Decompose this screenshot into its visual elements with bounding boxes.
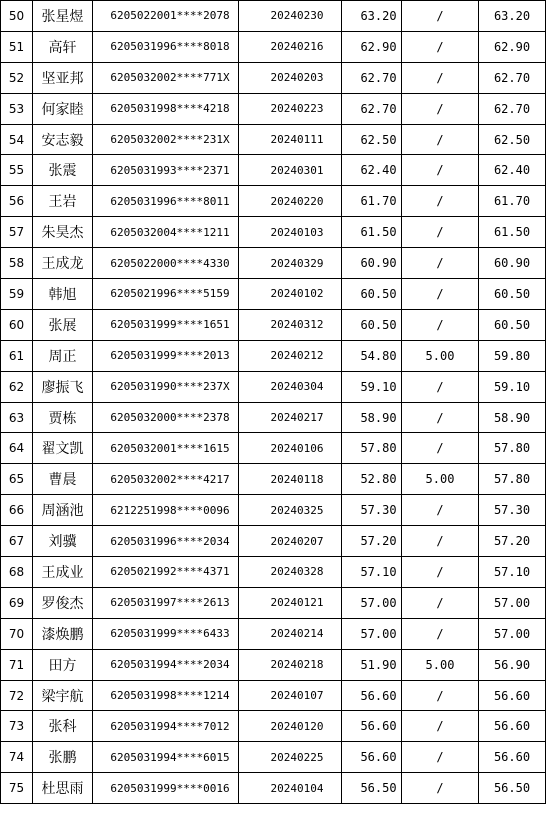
rank-cell: 72: [1, 680, 33, 711]
bonus-cell: /: [402, 433, 479, 464]
id-number-cell: 6205031996****8011: [93, 186, 239, 217]
bonus-cell: /: [402, 62, 479, 93]
id-number-cell: 6205031996****2034: [93, 526, 239, 557]
id-number-cell: 6205031996****8018: [93, 31, 239, 62]
total-cell: 56.60: [479, 680, 546, 711]
id-number-cell: 6205031990****237X: [93, 371, 239, 402]
score-cell: 57.10: [342, 557, 402, 588]
score-cell: 60.90: [342, 248, 402, 279]
id-number-cell: 6205031999****0016: [93, 773, 239, 804]
name-cell: 安志毅: [33, 124, 93, 155]
id-number-cell: 6205032002****771X: [93, 62, 239, 93]
score-cell: 60.50: [342, 309, 402, 340]
bonus-cell: /: [402, 495, 479, 526]
name-cell: 罗俊杰: [33, 587, 93, 618]
table-row: [1, 680, 546, 711]
rank-cell: 68: [1, 557, 33, 588]
id-number-cell: 6205031999****2013: [93, 340, 239, 371]
table-row: [1, 557, 546, 588]
name-cell: 漆焕鹏: [33, 618, 93, 649]
id-number-cell: 6212251998****0096: [93, 495, 239, 526]
exam-number-cell: 20240212: [239, 340, 342, 371]
id-number-cell: 6205031994****7012: [93, 711, 239, 742]
rank-cell: 54: [1, 124, 33, 155]
total-cell: 58.90: [479, 402, 546, 433]
bonus-cell: /: [402, 155, 479, 186]
total-cell: 60.50: [479, 309, 546, 340]
bonus-cell: 5.00: [402, 340, 479, 371]
rank-cell: 67: [1, 526, 33, 557]
id-number-cell: 6205031997****2613: [93, 587, 239, 618]
score-cell: 63.20: [342, 1, 402, 32]
bonus-cell: 5.00: [402, 649, 479, 680]
table-row: [1, 433, 546, 464]
score-cell: 56.60: [342, 711, 402, 742]
bonus-cell: /: [402, 618, 479, 649]
rank-cell: 57: [1, 217, 33, 248]
rank-cell: 64: [1, 433, 33, 464]
exam-number-cell: 20240214: [239, 618, 342, 649]
table-row: [1, 62, 546, 93]
table-row: [1, 309, 546, 340]
total-cell: 57.20: [479, 526, 546, 557]
exam-number-cell: 20240220: [239, 186, 342, 217]
bonus-cell: /: [402, 711, 479, 742]
total-cell: 62.50: [479, 124, 546, 155]
exam-number-cell: 20240328: [239, 557, 342, 588]
bonus-cell: /: [402, 371, 479, 402]
total-cell: 57.80: [479, 433, 546, 464]
id-number-cell: 6205031994****2034: [93, 649, 239, 680]
score-cell: 58.90: [342, 402, 402, 433]
name-cell: 张星煜: [33, 1, 93, 32]
name-cell: 王成业: [33, 557, 93, 588]
bonus-cell: /: [402, 773, 479, 804]
rank-cell: 60: [1, 309, 33, 340]
id-number-cell: 6205031999****1651: [93, 309, 239, 340]
table-row: [1, 618, 546, 649]
bonus-cell: /: [402, 742, 479, 773]
id-number-cell: 6205032001****1615: [93, 433, 239, 464]
id-number-cell: 6205031993****2371: [93, 155, 239, 186]
exam-number-cell: 20240103: [239, 217, 342, 248]
exam-number-cell: 20240118: [239, 464, 342, 495]
id-number-cell: 6205031998****1214: [93, 680, 239, 711]
name-cell: 张科: [33, 711, 93, 742]
score-cell: 60.50: [342, 279, 402, 310]
rank-cell: 63: [1, 402, 33, 433]
rank-cell: 52: [1, 62, 33, 93]
exam-number-cell: 20240312: [239, 309, 342, 340]
exam-number-cell: 20240218: [239, 649, 342, 680]
table-row: [1, 402, 546, 433]
table-row: [1, 186, 546, 217]
total-cell: 57.10: [479, 557, 546, 588]
name-cell: 王岩: [33, 186, 93, 217]
table-row: [1, 649, 546, 680]
exam-number-cell: 20240104: [239, 773, 342, 804]
score-cell: 57.20: [342, 526, 402, 557]
name-cell: 贾栋: [33, 402, 93, 433]
id-number-cell: 6205021996****5159: [93, 279, 239, 310]
name-cell: 田方: [33, 649, 93, 680]
exam-number-cell: 20240216: [239, 31, 342, 62]
rank-cell: 70: [1, 618, 33, 649]
exam-number-cell: 20240230: [239, 1, 342, 32]
name-cell: 张展: [33, 309, 93, 340]
total-cell: 62.90: [479, 31, 546, 62]
exam-number-cell: 20240207: [239, 526, 342, 557]
bonus-cell: /: [402, 279, 479, 310]
total-cell: 56.90: [479, 649, 546, 680]
exam-number-cell: 20240203: [239, 62, 342, 93]
exam-number-cell: 20240329: [239, 248, 342, 279]
id-number-cell: 6205032000****2378: [93, 402, 239, 433]
id-number-cell: 6205032002****231X: [93, 124, 239, 155]
total-cell: 56.60: [479, 742, 546, 773]
total-cell: 57.80: [479, 464, 546, 495]
total-cell: 62.70: [479, 93, 546, 124]
score-cell: 51.90: [342, 649, 402, 680]
name-cell: 翟文凯: [33, 433, 93, 464]
bonus-cell: /: [402, 557, 479, 588]
bonus-cell: /: [402, 526, 479, 557]
score-cell: 62.50: [342, 124, 402, 155]
id-number-cell: 6205031998****4218: [93, 93, 239, 124]
name-cell: 韩旭: [33, 279, 93, 310]
table-row: [1, 340, 546, 371]
score-cell: 57.80: [342, 433, 402, 464]
name-cell: 廖振飞: [33, 371, 93, 402]
score-cell: 57.30: [342, 495, 402, 526]
exam-number-cell: 20240107: [239, 680, 342, 711]
exam-number-cell: 20240325: [239, 495, 342, 526]
id-number-cell: 6205031999****6433: [93, 618, 239, 649]
bonus-cell: /: [402, 402, 479, 433]
bonus-cell: /: [402, 124, 479, 155]
rank-cell: 58: [1, 248, 33, 279]
name-cell: 梁宇航: [33, 680, 93, 711]
name-cell: 何家睦: [33, 93, 93, 124]
table-row: [1, 464, 546, 495]
total-cell: 57.30: [479, 495, 546, 526]
total-cell: 62.40: [479, 155, 546, 186]
exam-number-cell: 20240106: [239, 433, 342, 464]
table-row: [1, 526, 546, 557]
score-cell: 62.40: [342, 155, 402, 186]
score-cell: 61.70: [342, 186, 402, 217]
name-cell: 刘骥: [33, 526, 93, 557]
table-row: [1, 155, 546, 186]
total-cell: 59.80: [479, 340, 546, 371]
rank-cell: 53: [1, 93, 33, 124]
rank-cell: 50: [1, 1, 33, 32]
table-row: [1, 371, 546, 402]
bonus-cell: /: [402, 31, 479, 62]
table-row: [1, 1, 546, 32]
total-cell: 57.00: [479, 618, 546, 649]
rank-cell: 51: [1, 31, 33, 62]
bonus-cell: /: [402, 309, 479, 340]
name-cell: 张震: [33, 155, 93, 186]
score-cell: 62.90: [342, 31, 402, 62]
total-cell: 61.50: [479, 217, 546, 248]
total-cell: 59.10: [479, 371, 546, 402]
bonus-cell: /: [402, 217, 479, 248]
id-number-cell: 6205021992****4371: [93, 557, 239, 588]
id-number-cell: 6205031994****6015: [93, 742, 239, 773]
results-table-body: [1, 1, 546, 804]
total-cell: 57.00: [479, 587, 546, 618]
rank-cell: 56: [1, 186, 33, 217]
bonus-cell: /: [402, 186, 479, 217]
name-cell: 周正: [33, 340, 93, 371]
bonus-cell: /: [402, 248, 479, 279]
table-row: [1, 773, 546, 804]
table-row: [1, 217, 546, 248]
bonus-cell: /: [402, 680, 479, 711]
id-number-cell: 6205022001****2078: [93, 1, 239, 32]
total-cell: 60.50: [479, 279, 546, 310]
score-cell: 57.00: [342, 618, 402, 649]
table-row: [1, 279, 546, 310]
total-cell: 60.90: [479, 248, 546, 279]
score-cell: 56.60: [342, 680, 402, 711]
rank-cell: 75: [1, 773, 33, 804]
exam-number-cell: 20240304: [239, 371, 342, 402]
rank-cell: 73: [1, 711, 33, 742]
total-cell: 61.70: [479, 186, 546, 217]
exam-number-cell: 20240111: [239, 124, 342, 155]
table-row: [1, 124, 546, 155]
total-cell: 63.20: [479, 1, 546, 32]
exam-number-cell: 20240217: [239, 402, 342, 433]
score-cell: 54.80: [342, 340, 402, 371]
table-row: [1, 495, 546, 526]
name-cell: 朱昊杰: [33, 217, 93, 248]
id-number-cell: 6205032002****4217: [93, 464, 239, 495]
name-cell: 王成龙: [33, 248, 93, 279]
rank-cell: 71: [1, 649, 33, 680]
table-row: [1, 742, 546, 773]
score-cell: 56.60: [342, 742, 402, 773]
rank-cell: 55: [1, 155, 33, 186]
exam-number-cell: 20240102: [239, 279, 342, 310]
rank-cell: 69: [1, 587, 33, 618]
rank-cell: 65: [1, 464, 33, 495]
total-cell: 62.70: [479, 62, 546, 93]
table-row: [1, 711, 546, 742]
table-row: [1, 31, 546, 62]
exam-number-cell: 20240120: [239, 711, 342, 742]
bonus-cell: /: [402, 587, 479, 618]
score-cell: 62.70: [342, 62, 402, 93]
bonus-cell: /: [402, 93, 479, 124]
bonus-cell: 5.00: [402, 464, 479, 495]
name-cell: 坚亚邦: [33, 62, 93, 93]
rank-cell: 62: [1, 371, 33, 402]
bonus-cell: /: [402, 1, 479, 32]
id-number-cell: 6205032004****1211: [93, 217, 239, 248]
name-cell: 张鹏: [33, 742, 93, 773]
name-cell: 曹晨: [33, 464, 93, 495]
total-cell: 56.50: [479, 773, 546, 804]
rank-cell: 66: [1, 495, 33, 526]
table-row: [1, 93, 546, 124]
table-row: [1, 587, 546, 618]
table-row: [1, 248, 546, 279]
rank-cell: 61: [1, 340, 33, 371]
rank-cell: 59: [1, 279, 33, 310]
score-cell: 52.80: [342, 464, 402, 495]
rank-cell: 74: [1, 742, 33, 773]
exam-number-cell: 20240301: [239, 155, 342, 186]
total-cell: 56.60: [479, 711, 546, 742]
score-cell: 59.10: [342, 371, 402, 402]
score-cell: 62.70: [342, 93, 402, 124]
name-cell: 周涵池: [33, 495, 93, 526]
score-cell: 61.50: [342, 217, 402, 248]
score-cell: 57.00: [342, 587, 402, 618]
score-cell: 56.50: [342, 773, 402, 804]
name-cell: 高轩: [33, 31, 93, 62]
id-number-cell: 6205022000****4330: [93, 248, 239, 279]
exam-number-cell: 20240223: [239, 93, 342, 124]
name-cell: 杜思雨: [33, 773, 93, 804]
exam-number-cell: 20240121: [239, 587, 342, 618]
exam-number-cell: 20240225: [239, 742, 342, 773]
